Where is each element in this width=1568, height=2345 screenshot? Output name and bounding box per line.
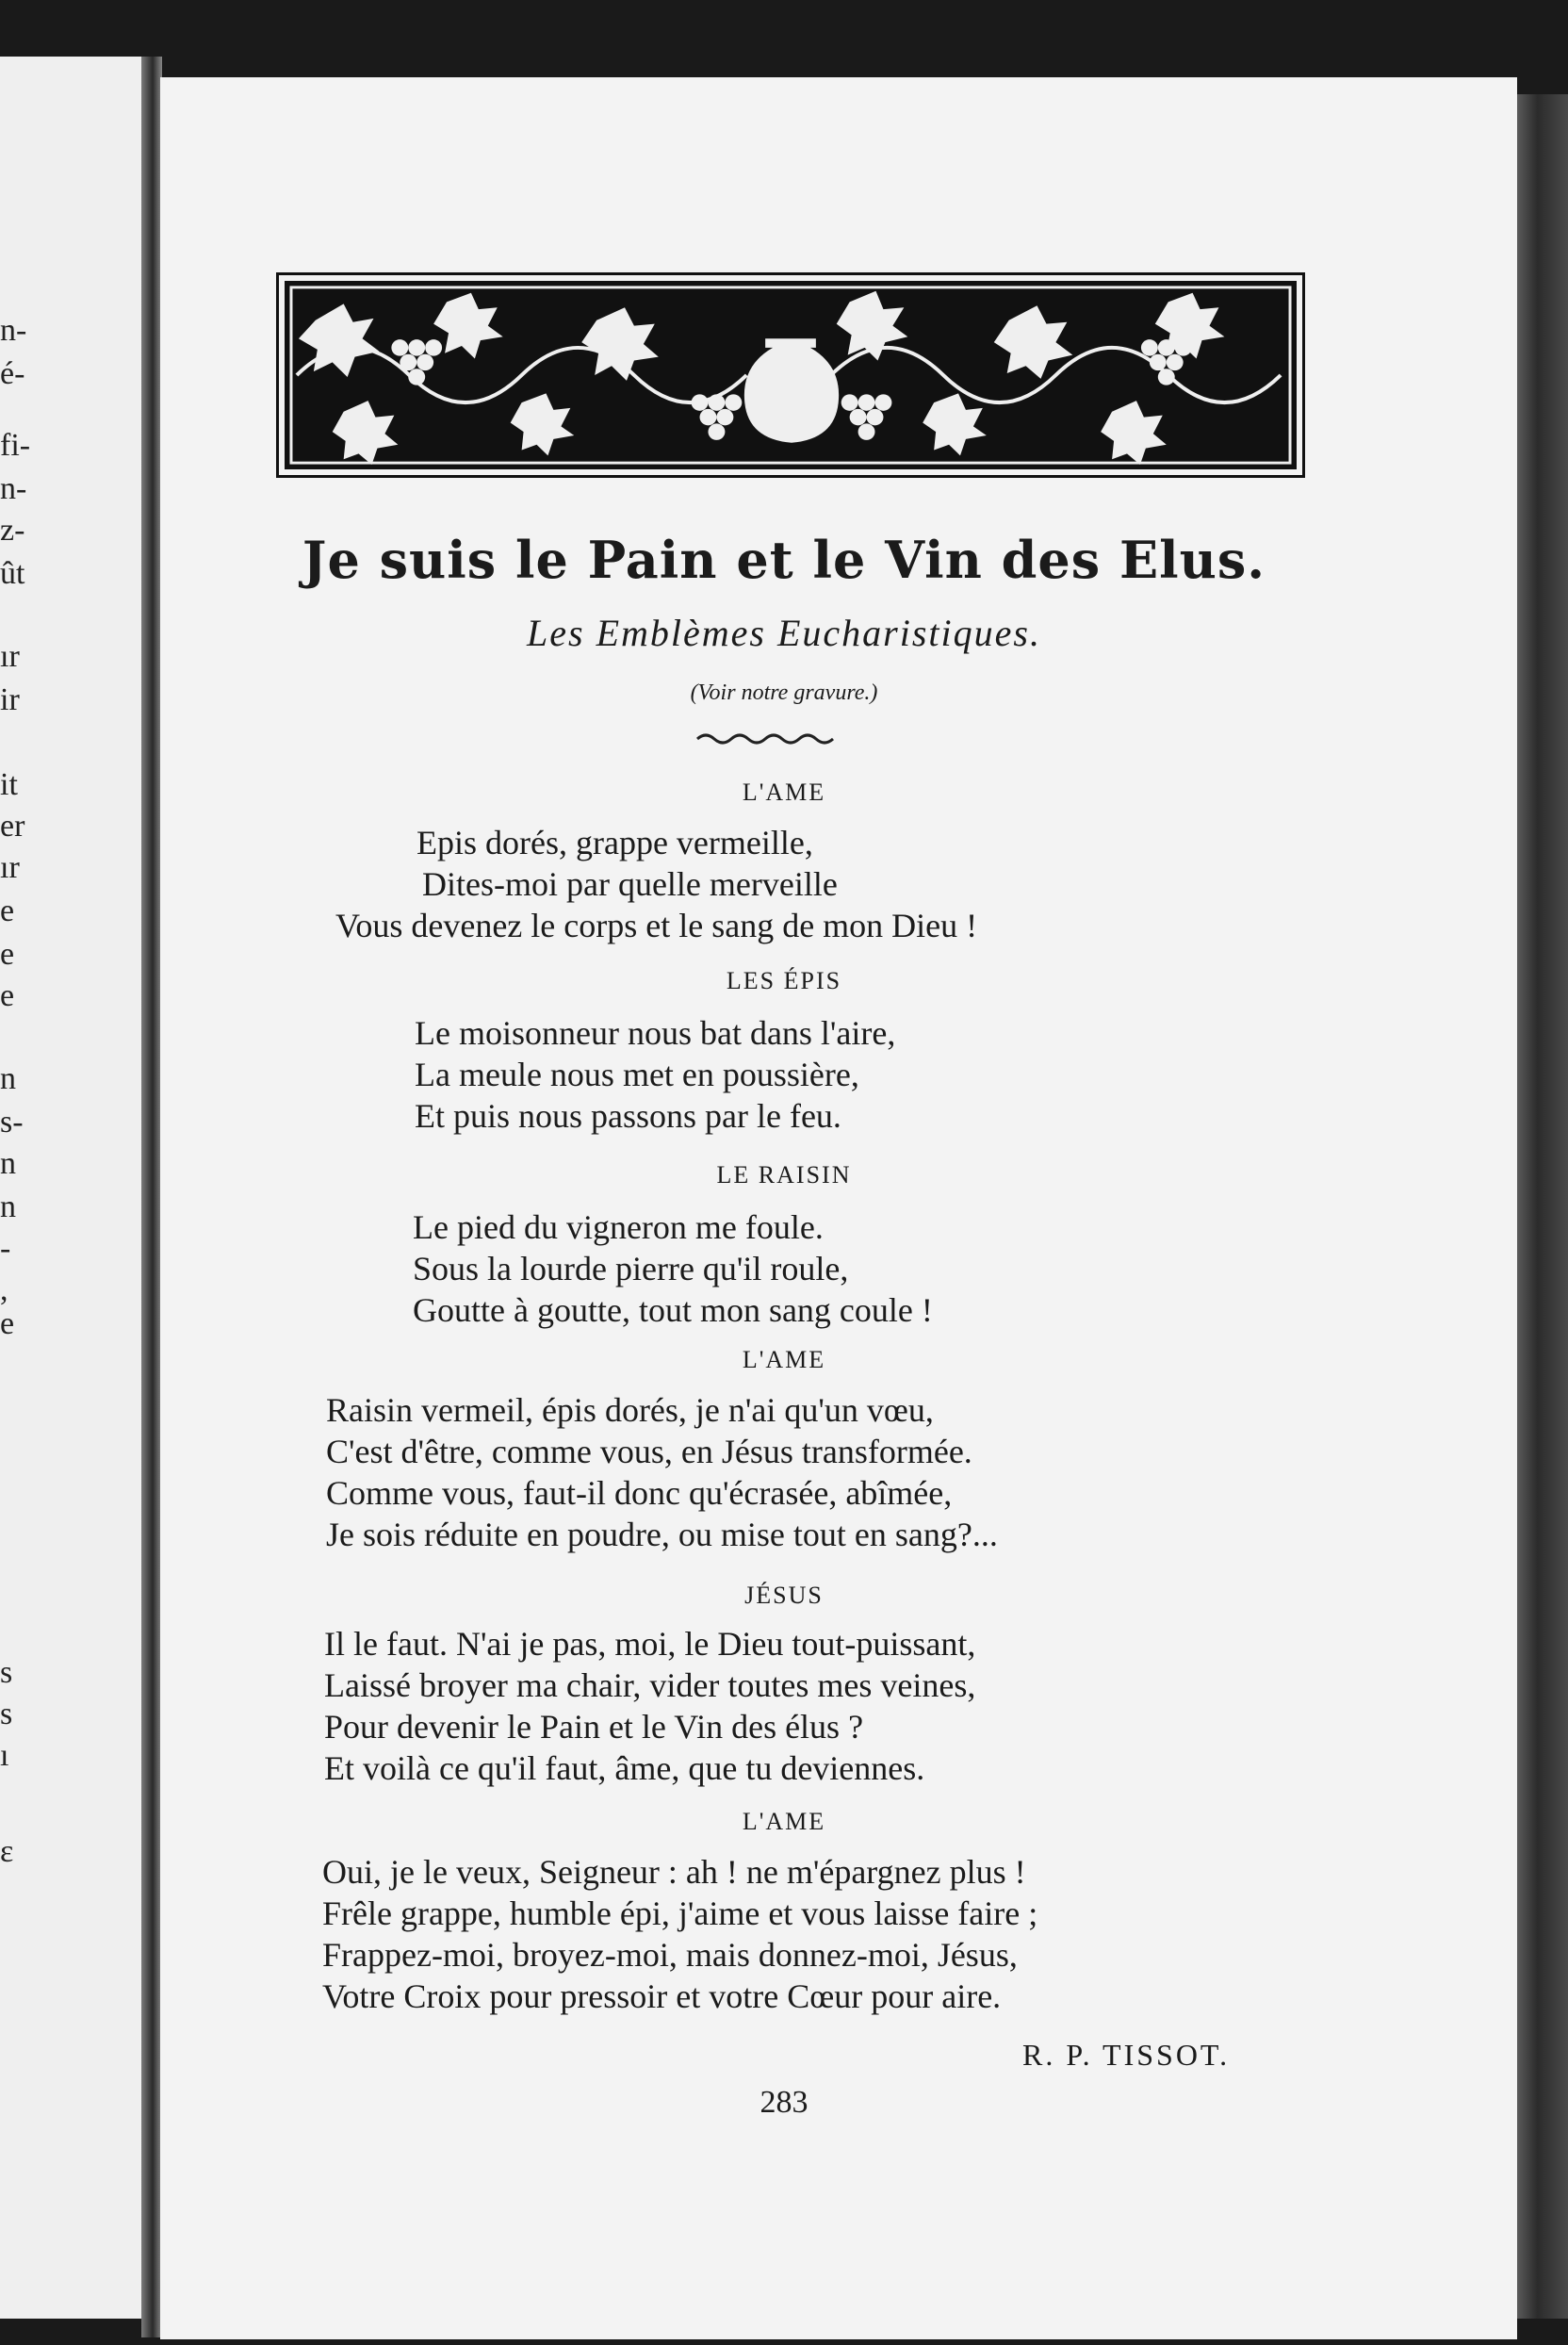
verse-line: C'est d'être, comme vous, en Jésus transformée. <box>326 1433 972 1470</box>
page-edge <box>1517 94 1568 2319</box>
poem-subtitle: Les Emblèmes Eucharistiques. <box>527 612 1041 654</box>
verse-line: La meule nous met en poussière, <box>415 1056 859 1093</box>
stanza <box>324 1623 975 1789</box>
stanza <box>413 1206 933 1331</box>
left-page-fragment: é- <box>0 356 25 391</box>
left-page-fragment: it <box>0 767 18 802</box>
left-page-fragment: n- <box>0 471 27 506</box>
left-page-fragment: fi- <box>0 428 31 463</box>
left-page-fragment: ır <box>0 850 20 885</box>
left-page-fragment: e <box>0 1306 15 1341</box>
verse-line: Goutte à goutte, tout mon sang coule ! <box>413 1291 933 1329</box>
verse-line: Il le faut. N'ai je pas, moi, le Dieu tout-puissant, <box>324 1625 976 1663</box>
left-page-fragment: ır <box>0 639 20 674</box>
verse-line: Le moisonneur nous bat dans l'aire, <box>415 1014 896 1052</box>
left-page-fragment: e <box>0 978 15 1013</box>
verse-line: Laissé broyer ma chair, vider toutes mes veines, <box>324 1666 976 1704</box>
verse-line: Comme vous, faut-il donc qu'écrasée, abîmée, <box>326 1474 953 1512</box>
speaker-label: LE RAISIN <box>716 1161 852 1189</box>
speaker-label: L'AME <box>742 779 826 806</box>
vine-ornament-icon <box>287 284 1294 467</box>
left-page-fragment: ɛ <box>0 1834 14 1869</box>
verse-line: Dites-moi par quelle merveille <box>422 865 838 903</box>
speaker-label: LES ÉPIS <box>726 967 842 994</box>
stanza <box>335 822 978 946</box>
left-page-fragment: n <box>0 1061 16 1096</box>
verse-line: Frêle grappe, humble épi, j'aime et vous laisse faire ; <box>322 1894 1038 1932</box>
squiggle-divider-icon <box>695 731 835 746</box>
decorative-vine-banner <box>285 281 1297 469</box>
speaker-label: JÉSUS <box>744 1582 824 1609</box>
verse-line: Sous la lourde pierre qu'il roule, <box>413 1250 849 1287</box>
left-page-fragment: - <box>0 1231 11 1266</box>
left-page-fragment: s <box>0 1655 13 1690</box>
left-page-fragment: , <box>0 1272 8 1307</box>
verse-line: Le pied du vigneron me foule. <box>413 1208 824 1246</box>
left-page-fragment: n <box>0 1189 16 1224</box>
verse-line: Pour devenir le Pain et le Vin des élus ? <box>324 1708 864 1746</box>
verse-line: Epis dorés, grappe vermeille, <box>416 824 813 861</box>
left-page-fragment: s- <box>0 1105 24 1140</box>
left-page-fragment: e <box>0 894 15 928</box>
left-page-fragment: ir <box>0 682 20 717</box>
verse-line: Raisin vermeil, épis dorés, je n'ai qu'un vœu, <box>326 1391 934 1429</box>
left-page-fragment: er <box>0 809 25 844</box>
left-page-fragment: z- <box>0 513 25 548</box>
left-page-fragment: n <box>0 1146 16 1181</box>
poem-title: Je suis le Pain et le Vin des Elus. <box>302 530 1266 590</box>
verse-line: Et voilà ce qu'il faut, âme, que tu deviennes. <box>324 1749 925 1787</box>
verse-line: Oui, je le veux, Seigneur : ah ! ne m'épargnez plus ! <box>322 1853 1026 1891</box>
left-page-fragment: s <box>0 1697 13 1731</box>
book-gutter <box>141 57 162 2337</box>
left-page-fragment: ût <box>0 556 25 591</box>
stanza <box>415 1012 895 1137</box>
verse-line: Et puis nous passons par le feu. <box>415 1097 841 1135</box>
left-page-fragment: n- <box>0 313 27 348</box>
author-signature: R. P. TISSOT. <box>1022 2038 1231 2072</box>
verse-line: Frappez-moi, broyez-moi, mais donnez-moi, Jésus, <box>322 1936 1018 1974</box>
page-number: 283 <box>760 2085 808 2120</box>
engraving-note: (Voir notre gravure.) <box>690 681 878 705</box>
verse-line: Votre Croix pour pressoir et votre Cœur pour aire. <box>322 1977 1002 2015</box>
left-page-fragment: e <box>0 937 15 972</box>
speaker-label: L'AME <box>742 1808 826 1835</box>
verse-line: Je sois réduite en poudre, ou mise tout en sang?... <box>326 1516 998 1553</box>
stanza <box>322 1851 1037 2017</box>
left-page-fragment: ı <box>0 1738 9 1773</box>
verse-line: Vous devenez le corps et le sang de mon Dieu ! <box>335 907 978 944</box>
stanza <box>326 1389 998 1555</box>
speaker-label: L'AME <box>742 1346 826 1373</box>
